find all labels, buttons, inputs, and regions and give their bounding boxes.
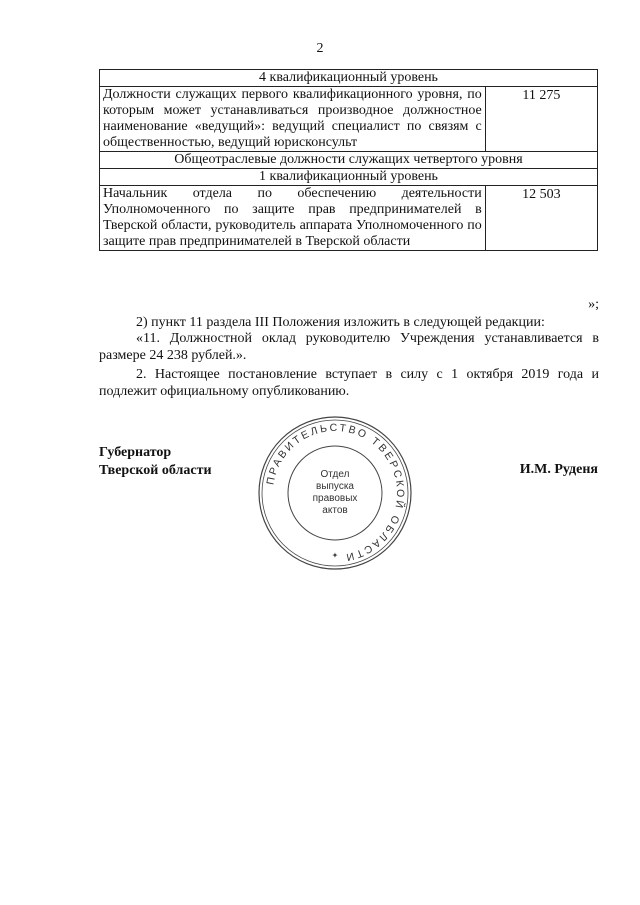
amendment-text (99, 330, 599, 364)
salary-table (99, 69, 598, 251)
position-description: Должности служащих первого квалификационного уровня, по которым может устанавливаться производное должностное наименование «ведущий»: ведущий специалист по связям с общественностью, ведущий юрисконсульт (100, 87, 486, 152)
page-number: 2 (316, 41, 324, 56)
signatory-name: И.М. Руденя (519, 462, 598, 477)
paragraph: «11. Должностной оклад руководителю Учреждения устанавливается в размере 24 238 рублей.». (99, 331, 599, 363)
svg-text:✦: ✦ (331, 551, 339, 560)
closing-quote: »; (588, 297, 599, 312)
signatory-title-line: Губернатор (99, 445, 172, 460)
salary-amount: 11 275 (485, 87, 597, 152)
table-section-header: Общеотраслевые должности служащих четвертого уровня (100, 152, 598, 169)
position-description: Начальник отдела по обеспечению деятельности Уполномоченного по защите прав предпринимателей в Тверской области, руководитель аппарата Уполномоченного по защите прав предпринимателей в Тверской области (100, 186, 486, 251)
table-section-header: 4 квалификационный уровень (100, 70, 598, 87)
seal-line: правовых (312, 493, 358, 504)
amendment-item (99, 314, 599, 331)
svg-text:ПРАВИТЕЛЬСТВО ТВЕРСКОЙ ОБЛАСТИ: ПРАВИТЕЛЬСТВО ТВЕРСКОЙ ОБЛАСТИ (264, 421, 407, 564)
paragraph: 2. Настоящее постановление вступает в силу с 1 октября 2019 года и подлежит официальному опубликованию. (99, 367, 599, 399)
seal-line: выпуска (316, 481, 354, 492)
signatory-title (99, 444, 212, 480)
signatory-title-line: Тверской области (99, 463, 212, 478)
table-row (100, 87, 598, 152)
table-row (100, 186, 598, 251)
effective-date-clause (99, 366, 599, 400)
seal-line: Отдел (320, 469, 350, 480)
table-row (100, 70, 598, 87)
seal-center-text (292, 450, 378, 536)
table-section-header: 1 квалификационный уровень (100, 169, 598, 186)
paragraph: 2) пункт 11 раздела III Положения изложить в следующей редакции: (136, 315, 545, 330)
table-row (100, 169, 598, 186)
seal-line: актов (322, 505, 348, 516)
official-seal (255, 413, 415, 573)
table-row (100, 152, 598, 169)
salary-amount: 12 503 (485, 186, 597, 251)
